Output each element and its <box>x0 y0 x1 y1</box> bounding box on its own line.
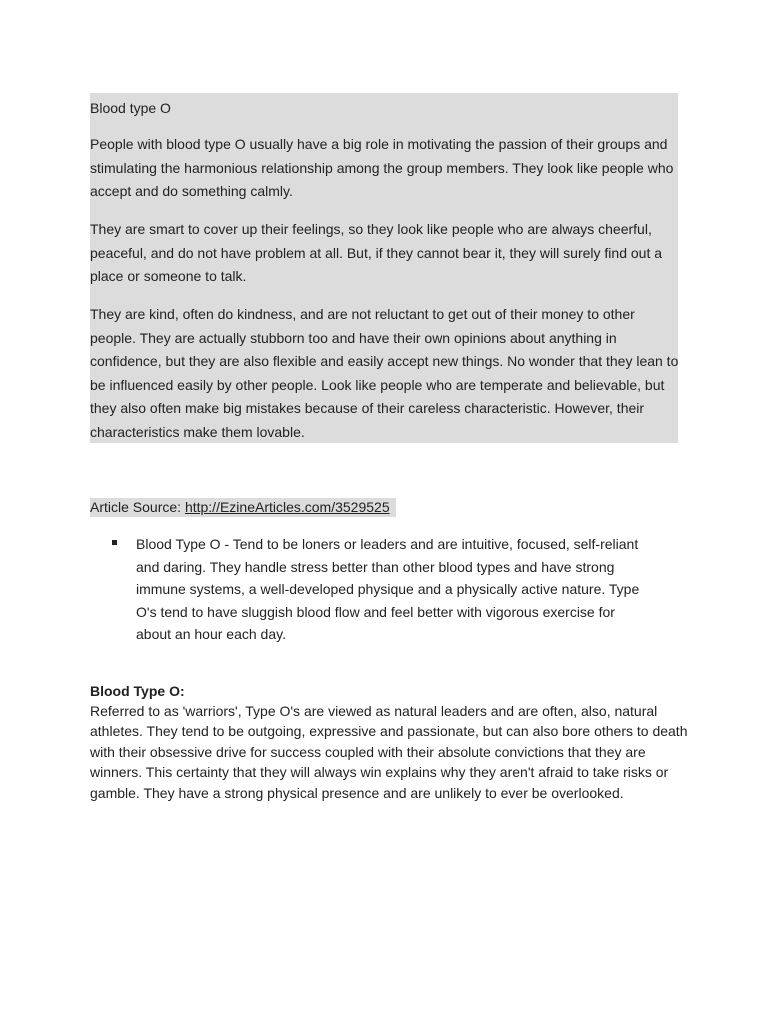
section-title: Blood Type O: <box>90 683 185 699</box>
section-blood-type-o <box>90 681 690 803</box>
paragraph: They are kind, often do kindness, and are not reluctant to get out of their money to other people. They are actually stubborn too and have their own opinions about anything in confidence, but they are also flexible and easily accept new things. No wonder that they lean to be influenced easily by other people. Look like people who are temperate and believable, but they also often make big mistakes because of their careless characteristic. However, their characteristics make them lovable. <box>90 306 679 440</box>
paragraph: They are smart to cover up their feelings, so they look like people who are always cheerful, peaceful, and do not have problem at all. But, if they cannot bear it, they will surely find out a place or someone to talk. <box>90 221 663 284</box>
section-heading: Blood type O <box>90 100 171 116</box>
list-item-text: Blood Type O - Tend to be loners or leaders and are intuitive, focused, self-reliant and daring. They handle stress better than other blood types and have strong immune systems, a well-developed physique and a physically active nature. Type O's tend to have sluggish blood flow and feel better with vigorous exercise for about an hour each day. <box>136 536 640 642</box>
article-source-link[interactable]: http://EzineArticles.com/3529525 <box>184 499 390 515</box>
article-source <box>90 498 396 517</box>
bullet-icon <box>112 540 117 545</box>
section-body: Referred to as 'warriors', Type O's are viewed as natural leaders and are often, also, natural athletes. They tend to be outgoing, expressive and passionate, but can also bore others to death with their obsessive drive for success coupled with their absolute convictions that they are winners. This certainty that they will always win explains why they aren't afraid to take risks or gamble. They have a strong physical presence and are unlikely to ever be overlooked. <box>90 703 688 801</box>
article-source-label: Article Source: <box>90 499 185 515</box>
highlighted-section <box>90 93 678 443</box>
paragraph: People with blood type O usually have a big role in motivating the passion of their groups and stimulating the harmonious relationship among the group members. They look like people who accept and do something calmly. <box>90 136 674 199</box>
